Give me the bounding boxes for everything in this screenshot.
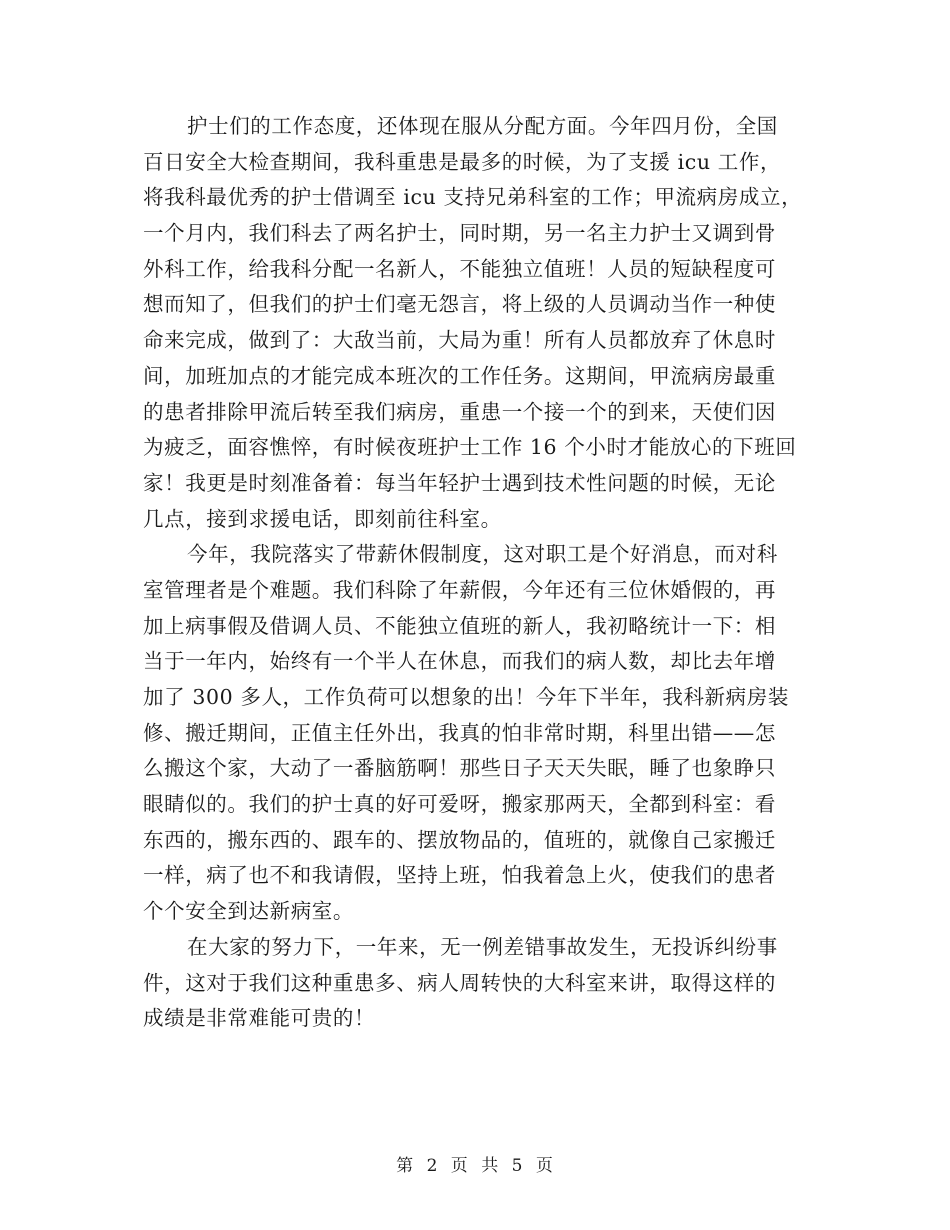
text-line: 百日安全大检查期间，我科重患是最多的时候，为了支援 icu 工作， bbox=[143, 149, 782, 174]
text-line: 么搬这个家，大动了一番脑筋啊！那些日子天天失眠，睡了也象睁只 bbox=[143, 756, 776, 781]
paragraph-2 bbox=[143, 537, 811, 930]
text-line: 间，加班加点的才能完成本班次的工作任务。这期间，甲流病房最重 bbox=[143, 363, 776, 388]
text-line: 想而知了，但我们的护士们毫无怨言，将上级的人员调动当作一种使 bbox=[143, 292, 776, 317]
text-line: 护士们的工作态度，还体现在服从分配方面。今年四月份，全国 bbox=[187, 114, 778, 138]
text-line: 加上病事假及借调人员、不能独立值班的新人，我初略统计一下：相 bbox=[143, 613, 776, 638]
text-line: 一样，病了也不和我请假，坚持上班，怕我着急上火，使我们的患者 bbox=[143, 863, 776, 888]
body-text bbox=[143, 109, 811, 1037]
page-footer bbox=[0, 1151, 950, 1176]
text-line: 命来完成，做到了：大敌当前，大局为重！所有人员都放弃了休息时 bbox=[143, 328, 776, 353]
text-line: 个个安全到达新病室。 bbox=[143, 899, 354, 924]
text-line: 东西的，搬东西的、跟车的、摆放物品的，值班的，就像自己家搬迁 bbox=[143, 827, 776, 852]
text-line: 加了 300 多人，工作负荷可以想象的出！今年下半年，我科新病房装 bbox=[143, 685, 789, 709]
text-line: 几点，接到求援电话，即刻前往科室。 bbox=[143, 506, 502, 531]
total-pages-number: 5 bbox=[511, 1156, 524, 1176]
text-line: 将我科最优秀的护士借调至 icu 支持兄弟科室的工作；甲流病房成立， bbox=[143, 185, 803, 210]
text-line: 成绩是非常难能可贵的！ bbox=[143, 1006, 376, 1031]
footer-total-unit: 页 bbox=[535, 1156, 554, 1176]
current-page-number: 2 bbox=[426, 1156, 439, 1176]
text-line: 的患者排除甲流后转至我们病房，重患一个接一个的到来，天使们因 bbox=[143, 399, 776, 424]
text-line: 家！我更是时刻准备着：每当年轻护士遇到技术性问题的时候，无论 bbox=[143, 470, 776, 495]
text-line: 在大家的努力下，一年来，无一例差错事故发生，无投诉纠纷事 bbox=[187, 934, 778, 959]
text-line: 室管理者是个难题。我们科除了年薪假，今年还有三位休婚假的，再 bbox=[143, 577, 776, 602]
text-line: 一个月内，我们科去了两名护士，同时期，另一名主力护士又调到骨 bbox=[143, 221, 776, 246]
footer-total-label: 共 bbox=[481, 1156, 500, 1176]
text-line: 修、搬迁期间，正值主任外出，我真的怕非常时期，科里出错——怎 bbox=[143, 720, 776, 745]
paragraph-3 bbox=[143, 930, 811, 1037]
paragraph-1 bbox=[143, 109, 811, 537]
text-line: 件，这对于我们这种重患多、病人周转快的大科室来讲，取得这样的 bbox=[143, 970, 776, 995]
text-line: 今年，我院落实了带薪休假制度，这对职工是个好消息，而对科 bbox=[187, 542, 778, 567]
footer-page-unit: 页 bbox=[450, 1156, 469, 1176]
text-line: 当于一年内，始终有一个半人在休息，而我们的病人数，却比去年增 bbox=[143, 649, 776, 674]
footer-prefix: 第 bbox=[396, 1156, 415, 1176]
text-line: 外科工作，给我科分配一名新人，不能独立值班！人员的短缺程度可 bbox=[143, 256, 776, 281]
text-line: 眼睛似的。我们的护士真的好可爱呀，搬家那两天，全都到科室：看 bbox=[143, 792, 776, 817]
text-line: 为疲乏，面容憔悴，有时候夜班护士工作 16 个小时才能放心的下班回 bbox=[143, 435, 797, 460]
